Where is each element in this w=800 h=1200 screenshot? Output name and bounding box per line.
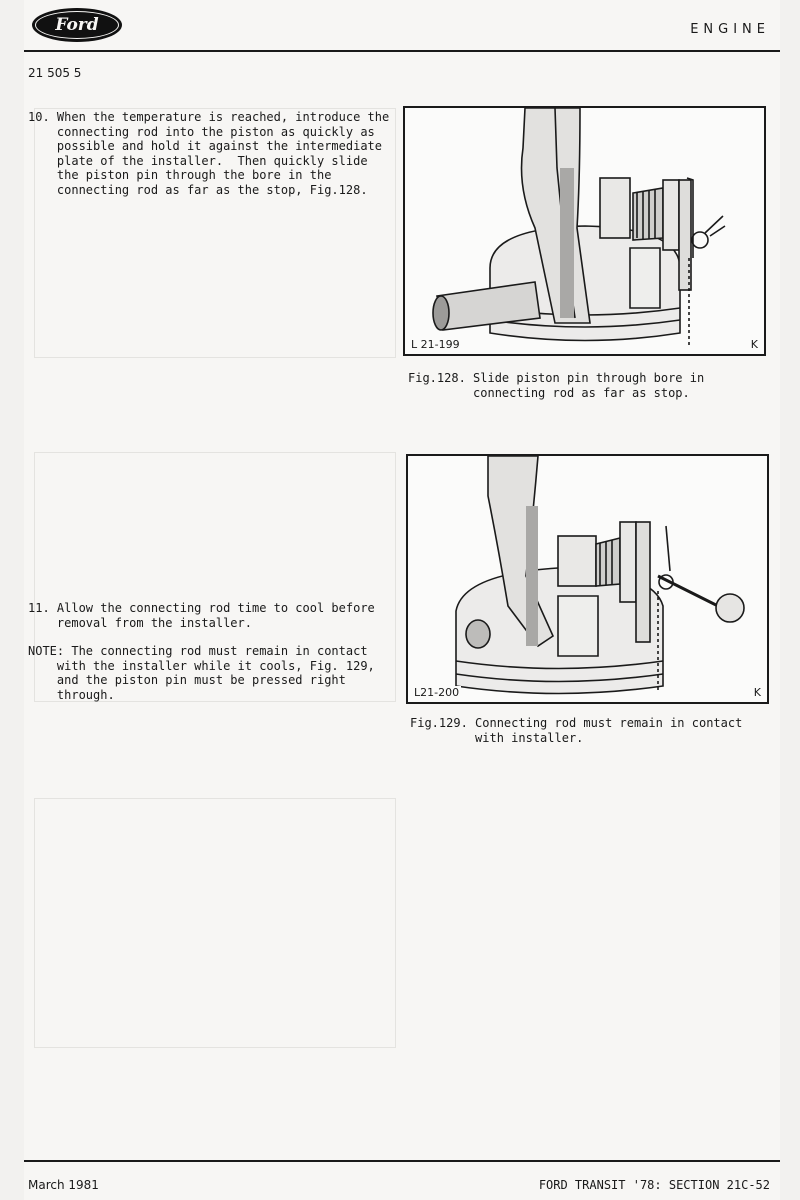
figure-129-code: L21-200 [414,686,460,699]
figure-128-caption: Fig.128. Slide piston pin through bore in connecting rod as far as stop. [408,371,705,400]
header-rule [24,50,780,52]
figure-128-illustration [405,108,764,354]
figure-128 [403,106,766,356]
figure-129-corner-mark: K [753,686,761,699]
note-text: NOTE: The connecting rod must remain in contact with the installer while it cools, Fig. 129, and the piston pin must be pressed right through. [28,644,375,702]
footer-rule [24,1160,780,1162]
figure-129-illustration [408,456,767,702]
figure-129 [406,454,769,704]
ford-logo [32,8,122,42]
page-number: 21 505 5 [28,66,82,80]
bleed-through-figure [34,798,396,1048]
section-title: ENGINE [690,22,770,37]
figure-129-caption: Fig.129. Connecting rod must remain in contact with installer. [410,716,743,745]
step-10-text: 10. When the temperature is reached, introduce the connecting rod into the piston as quickly as possible and hold it against the intermediate plate of the installer. Then quickly slide the piston pin through the bore in the connecting rod as far as the stop, Fig.128. [28,110,390,197]
figure-128-code: L 21-199 [411,338,460,351]
step-11-text: 11. Allow the connecting rod time to cool before removal from the installer. [28,601,375,630]
footer-section: FORD TRANSIT '78: SECTION 21C-52 [538,1178,770,1192]
footer-date: March 1981 [28,1178,99,1192]
figure-128-corner-mark: K [750,338,758,351]
ford-logo-text: Ford [55,15,99,35]
